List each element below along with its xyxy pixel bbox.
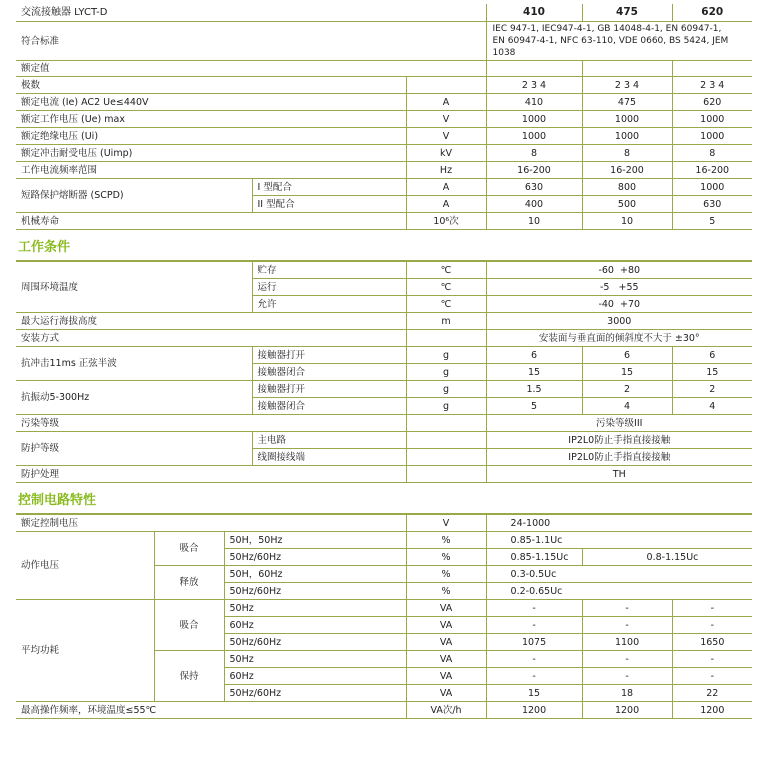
scpd-type1-unit: A [406, 179, 486, 196]
vibration-closed-label: 接触器闭合 [252, 398, 406, 415]
insulation-410: 1000 [486, 128, 582, 145]
protection-label: 防护等级 [16, 432, 252, 466]
insulation-620: 1000 [672, 128, 752, 145]
mech-life-410: 10 [486, 213, 582, 230]
cons-pickup-620: 1650 [672, 634, 752, 651]
cons-hold-row-label: 60Hz [224, 668, 406, 685]
cons-pickup-410: 1075 [486, 634, 582, 651]
vibration-closed-unit: g [406, 398, 486, 415]
protection-coil-value: IP2L0防止手指直接接触 [486, 449, 752, 466]
op-release-row1-label: 50H，60Hz [224, 566, 406, 583]
op-pickup-row2-unit: % [406, 549, 486, 566]
shock-closed-label: 接触器闭合 [252, 364, 406, 381]
control-circuit-table [16, 513, 752, 719]
op-release-row2-value: 0.2-0.65Uc [486, 583, 752, 600]
cons-pickup-410: - [486, 600, 582, 617]
storage-value: -60 +80 [486, 261, 752, 279]
op-pickup-row1-value: 0.85-1.1Uc [486, 532, 752, 549]
vibration-open-410: 1.5 [486, 381, 582, 398]
frequency-label: 工作电流频率范围 [16, 162, 406, 179]
pollution-value: 污染等级III [486, 415, 752, 432]
rated-current-label: 额定电流 (Ie) AC2 Ue≤440V [16, 94, 406, 111]
max-freq-unit: VA次/h [406, 702, 486, 719]
pollution-label: 污染等级 [16, 415, 406, 432]
table-row [16, 702, 752, 719]
frequency-620: 16-200 [672, 162, 752, 179]
operation-unit: ℃ [406, 279, 486, 296]
shock-closed-620: 15 [672, 364, 752, 381]
rated-voltage-475: 1000 [582, 111, 672, 128]
cons-pickup-row-unit: VA [406, 617, 486, 634]
op-pickup-row1-label: 50H，50Hz [224, 532, 406, 549]
shock-open-unit: g [406, 347, 486, 364]
op-release-row1-unit: % [406, 566, 486, 583]
table-row [16, 145, 752, 162]
vibration-open-label: 接触器打开 [252, 381, 406, 398]
rated-current-620: 620 [672, 94, 752, 111]
mounting-label: 安装方式 [16, 330, 406, 347]
mech-life-475: 10 [582, 213, 672, 230]
cons-hold-620: - [672, 651, 752, 668]
table-row [16, 330, 752, 347]
cons-pickup-620: - [672, 600, 752, 617]
rated-voltage-620: 1000 [672, 111, 752, 128]
table-row [16, 61, 752, 77]
standards-label: 符合标准 [16, 22, 486, 61]
cons-pickup-row-label: 50Hz/60Hz [224, 634, 406, 651]
shock-closed-475: 15 [582, 364, 672, 381]
table-row [16, 94, 752, 111]
shock-closed-unit: g [406, 364, 486, 381]
cons-hold-410: 15 [486, 685, 582, 702]
cons-pickup-475: - [582, 600, 672, 617]
table-row [16, 514, 752, 532]
scpd-type1-475: 800 [582, 179, 672, 196]
treatment-label: 防护处理 [16, 466, 406, 483]
standards-line-1: IEC 947-1, IEC947-4-1, GB 14048-4-1, EN 60947-1, [492, 24, 722, 34]
op-pickup-row2-value-a: 0.85-1.15Uc [486, 549, 582, 566]
table-row [16, 111, 752, 128]
storage-unit: ℃ [406, 261, 486, 279]
op-pickup-row2-value-b: 0.8-1.15Uc [582, 549, 752, 566]
insulation-label: 额定绝缘电压 (Ui) [16, 128, 406, 145]
cons-hold-475: 18 [582, 685, 672, 702]
operating-pickup-label: 吸合 [154, 532, 224, 566]
shock-label: 抗冲击11ms 正弦半波 [16, 347, 252, 381]
impulse-475: 8 [582, 145, 672, 162]
op-pickup-row2-label: 50Hz/60Hz [224, 549, 406, 566]
op-release-row2-unit: % [406, 583, 486, 600]
scpd-type2-label: II 型配合 [252, 196, 406, 213]
cons-pickup-620: - [672, 617, 752, 634]
frequency-unit: Hz [406, 162, 486, 179]
rated-control-voltage-label: 额定控制电压 [16, 514, 406, 532]
altitude-value: 3000 [486, 313, 752, 330]
vibration-open-475: 2 [582, 381, 672, 398]
table-row [16, 415, 752, 432]
rated-current-unit: A [406, 94, 486, 111]
rated-voltage-label: 额定工作电压 (Ue) max [16, 111, 406, 128]
table-row [16, 77, 752, 94]
cons-hold-475: - [582, 668, 672, 685]
shock-open-410: 6 [486, 347, 582, 364]
storage-label: 贮存 [252, 261, 406, 279]
table-header-row [16, 4, 752, 22]
cons-hold-row-unit: VA [406, 668, 486, 685]
rated-control-voltage-unit: V [406, 514, 486, 532]
rated-values-table [16, 4, 752, 230]
shock-open-475: 6 [582, 347, 672, 364]
model-475: 475 [582, 4, 672, 22]
scpd-type2-475: 500 [582, 196, 672, 213]
working-conditions-table [16, 260, 752, 483]
altitude-label: 最大运行海拔高度 [16, 313, 406, 330]
cons-hold-row-unit: VA [406, 685, 486, 702]
cons-hold-row-label: 50Hz/60Hz [224, 685, 406, 702]
cons-pickup-475: - [582, 617, 672, 634]
working-conditions-title: 工作条件 [18, 240, 71, 255]
rated-control-voltage-value: 24-1000 [486, 514, 752, 532]
max-freq-620: 1200 [672, 702, 752, 719]
cons-hold-410: - [486, 668, 582, 685]
spec-sheet [16, 4, 752, 719]
table-row [16, 162, 752, 179]
ambient-label: 周围环境温度 [16, 261, 252, 313]
rated-current-475: 475 [582, 94, 672, 111]
cons-pickup-row-unit: VA [406, 634, 486, 651]
cons-hold-410: - [486, 651, 582, 668]
op-release-row1-value: 0.3-0.5Uc [486, 566, 752, 583]
rated-values-label: 额定值 [16, 61, 486, 77]
table-row [16, 128, 752, 145]
shock-open-label: 接触器打开 [252, 347, 406, 364]
protection-main-label: 主电路 [252, 432, 406, 449]
protection-coil-label: 线圈接线端 [252, 449, 406, 466]
poles-620: 2 3 4 [672, 77, 752, 94]
vibration-closed-475: 4 [582, 398, 672, 415]
frequency-410: 16-200 [486, 162, 582, 179]
table-row [16, 381, 752, 398]
model-410: 410 [486, 4, 582, 22]
altitude-unit: m [406, 313, 486, 330]
cons-pickup-475: 1100 [582, 634, 672, 651]
model-620: 620 [672, 4, 752, 22]
table-row [16, 213, 752, 230]
operating-release-label: 释放 [154, 566, 224, 600]
impulse-410: 8 [486, 145, 582, 162]
insulation-475: 1000 [582, 128, 672, 145]
cons-pickup-row-unit: VA [406, 600, 486, 617]
vibration-label: 抗振动5-300Hz [16, 381, 252, 415]
vibration-closed-620: 4 [672, 398, 752, 415]
cons-hold-row-unit: VA [406, 651, 486, 668]
vibration-closed-410: 5 [486, 398, 582, 415]
poles-unit [406, 77, 486, 94]
treatment-value: TH [486, 466, 752, 483]
standards-value [486, 22, 752, 61]
frequency-475: 16-200 [582, 162, 672, 179]
max-freq-410: 1200 [486, 702, 582, 719]
cons-pickup-row-label: 50Hz [224, 600, 406, 617]
table-row [16, 179, 752, 196]
rated-voltage-unit: V [406, 111, 486, 128]
cons-pickup-410: - [486, 617, 582, 634]
op-pickup-row1-unit: % [406, 532, 486, 549]
shock-closed-410: 15 [486, 364, 582, 381]
scpd-type2-410: 400 [486, 196, 582, 213]
table-row [16, 432, 752, 449]
scpd-type1-label: I 型配合 [252, 179, 406, 196]
impulse-label: 额定冲击耐受电压 (Uimp) [16, 145, 406, 162]
table-row [16, 466, 752, 483]
cons-hold-475: - [582, 651, 672, 668]
impulse-620: 8 [672, 145, 752, 162]
scpd-type1-410: 630 [486, 179, 582, 196]
table-row [16, 313, 752, 330]
mounting-value: 安装面与垂直面的倾斜度不大于 ±30° [486, 330, 752, 347]
cons-hold-620: - [672, 668, 752, 685]
mech-life-620: 5 [672, 213, 752, 230]
scpd-type2-unit: A [406, 196, 486, 213]
allowed-label: 允许 [252, 296, 406, 313]
table-row [16, 22, 752, 61]
poles-410: 2 3 4 [486, 77, 582, 94]
table-row [16, 261, 752, 279]
scpd-type1-620: 1000 [672, 179, 752, 196]
consumption-hold-label: 保持 [154, 651, 224, 702]
insulation-unit: V [406, 128, 486, 145]
poles-475: 2 3 4 [582, 77, 672, 94]
scpd-label: 短路保护熔断器 (SCPD) [16, 179, 252, 213]
consumption-label: 平均功耗 [16, 600, 154, 702]
mech-life-label: 机械寿命 [16, 213, 406, 230]
vibration-open-620: 2 [672, 381, 752, 398]
standards-line-2: EN 60947-4-1, NFC 63-110, VDE 0660, BS 5424, JEM 1038 [492, 36, 729, 58]
cons-hold-620: 22 [672, 685, 752, 702]
allowed-value: -40 +70 [486, 296, 752, 313]
rated-current-410: 410 [486, 94, 582, 111]
operation-value: -5 +55 [486, 279, 752, 296]
operation-label: 运行 [252, 279, 406, 296]
max-freq-475: 1200 [582, 702, 672, 719]
table-row [16, 532, 752, 549]
vibration-open-unit: g [406, 381, 486, 398]
poles-label: 极数 [16, 77, 406, 94]
scpd-type2-620: 630 [672, 196, 752, 213]
mech-life-unit: 10⁶次 [406, 213, 486, 230]
control-circuit-title: 控制电路特性 [18, 493, 97, 508]
cons-pickup-row-label: 60Hz [224, 617, 406, 634]
consumption-pickup-label: 吸合 [154, 600, 224, 651]
impulse-unit: kV [406, 145, 486, 162]
operating-voltage-label: 动作电压 [16, 532, 154, 600]
protection-main-value: IP2L0防止手指直接接触 [486, 432, 752, 449]
rated-voltage-410: 1000 [486, 111, 582, 128]
table-row [16, 600, 752, 617]
op-release-row2-label: 50Hz/60Hz [224, 583, 406, 600]
table-title: 交流接触器 LYCT-D [16, 4, 486, 22]
allowed-unit: ℃ [406, 296, 486, 313]
shock-open-620: 6 [672, 347, 752, 364]
max-freq-label: 最高操作频率，环境温度≤55℃ [16, 702, 406, 719]
table-row [16, 347, 752, 364]
cons-hold-row-label: 50Hz [224, 651, 406, 668]
